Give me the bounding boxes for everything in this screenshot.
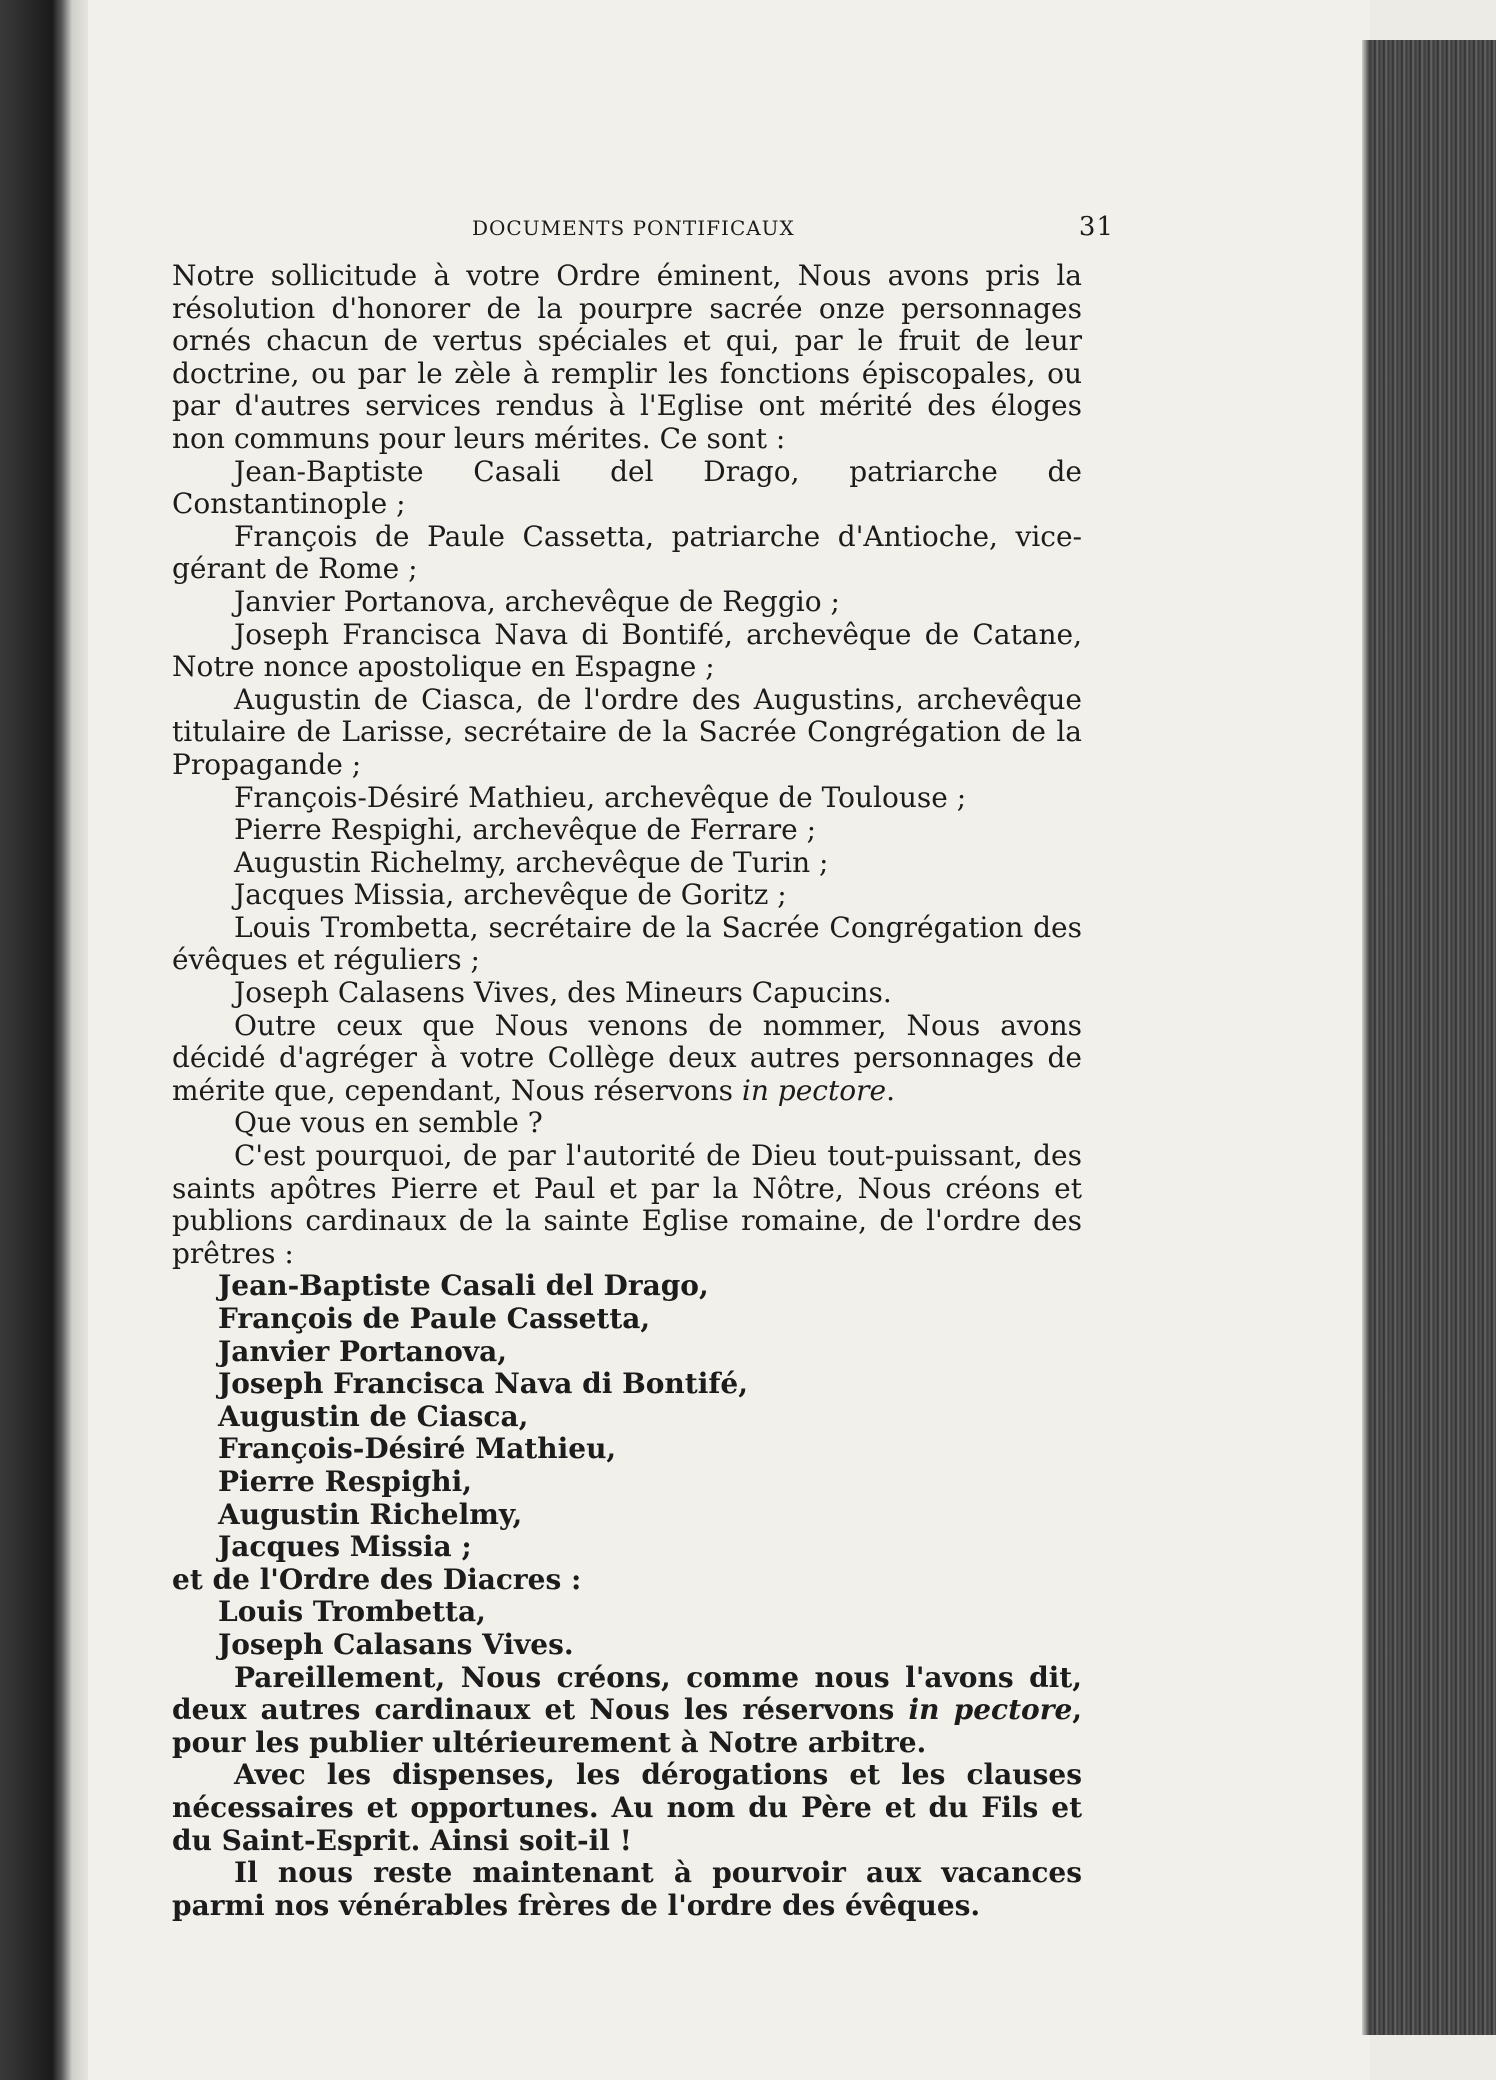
page-edges [1370,40,1496,2035]
paragraph: Pierre Respighi, archevêque de Ferrare ; [234,813,817,847]
body-text [172,260,1082,1922]
page-content [172,210,1114,1922]
paragraph: Joseph Francisca Nava di Bontifé, archevêque de Catane, Notre nonce apostolique en Espagne ; [172,617,1082,684]
paragraph: Notre sollicitude à votre Ordre éminent, Nous avons pris la résolution d'honorer de la pourpre sacrée onze personnages ornés chacun de vertus spéciales et qui, par le fruit de leur doctrine, ou par le zèle à remplir les fonctions épiscopales, ou par d'autres services rendus à l'Eglise ont mérité des éloges non communs pour leurs mérites. Ce sont : [172,259,1082,455]
running-header [172,210,1114,250]
paragraph: Que vous en semble ? [234,1106,543,1140]
list-item: Janvier Portanova, [218,1334,507,1368]
paragraph: Augustin Richelmy, archevêque de Turin ; [234,845,829,879]
paragraph: Jean-Baptiste Casali del Drago, patriarche de Constantinople ; [172,454,1082,521]
paragraph: Avec les dispenses, les dérogations et les clauses nécessaires et opportunes. Au nom du Père et du Fils et du Saint-Esprit. Ainsi soit-il ! [172,1758,1082,1857]
paragraph: Augustin de Ciasca, de l'ordre des Augustins, archevêque titulaire de Larisse, secrétaire de la Sacrée Congrégation de la Propagande ; [172,682,1082,781]
paragraph: Joseph Calasens Vives, des Mineurs Capucins. [234,976,892,1010]
list-item: Jacques Missia ; [218,1530,472,1564]
paragraph: François-Désiré Mathieu, archevêque de Toulouse ; [234,780,967,814]
text-run: , pour les publier ultérieurement à Notre arbitre. [172,1693,1083,1759]
deacons-intro: et de l'Ordre des Diacres : [172,1562,582,1596]
paragraph: Jacques Missia, archevêque de Goritz ; [234,878,787,912]
list-item: Joseph Calasans Vives. [218,1627,574,1661]
page-number: 31 [1078,212,1114,242]
book-spine-shadow [0,0,88,2080]
paragraph: Il nous reste maintenant à pourvoir aux vacances parmi nos vénérables frères de l'ordre des évêques. [172,1856,1082,1922]
list-item: Augustin Richelmy, [218,1497,523,1531]
paragraph: Louis Trombetta, secrétaire de la Sacrée Congrégation des évêques et réguliers ; [172,910,1082,977]
text-run: . [886,1073,895,1107]
list-item: Pierre Respighi, [218,1464,472,1498]
list-item: Jean-Baptiste Casali del Drago, [218,1269,709,1303]
list-item: François de Paule Cassetta, [218,1302,651,1335]
paragraph: Janvier Portanova, archevêque de Reggio ; [234,584,840,618]
text-run: Outre ceux que Nous venons de nommer, Nous avons décidé d'agréger à votre Collège deux autres personnages de mérite que, cependant, Nous réservons [172,1008,1082,1107]
list-item: Augustin de Ciasca, [218,1399,529,1433]
cardinal-list [172,1270,1082,1922]
text-run: Pareillement, Nous créons, comme nous l'avons dit, deux autres cardinaux et Nous les réservons [172,1660,1082,1727]
paragraph: François de Paule Cassetta, patriarche d'Antioche, vice-gérant de Rome ; [172,519,1082,586]
paragraph [172,1010,1082,1108]
running-title: DOCUMENTS PONTIFICAUX [472,216,795,240]
paragraph: C'est pourquoi, de par l'autorité de Dieu tout-puissant, des saints apôtres Pierre et Paul et par la Nôtre, Nous créons et publions cardinaux de la sainte Eglise romaine, de l'ordre des prêtres : [172,1139,1082,1270]
list-item: Louis Trombetta, [218,1595,486,1629]
italic-text: in pectore [908,1693,1073,1727]
list-item: Joseph Francisca Nava di Bontifé, [218,1367,748,1401]
list-item: François-Désiré Mathieu, [218,1432,617,1466]
italic-text: in pectore [741,1073,887,1107]
paragraph [172,1662,1082,1760]
